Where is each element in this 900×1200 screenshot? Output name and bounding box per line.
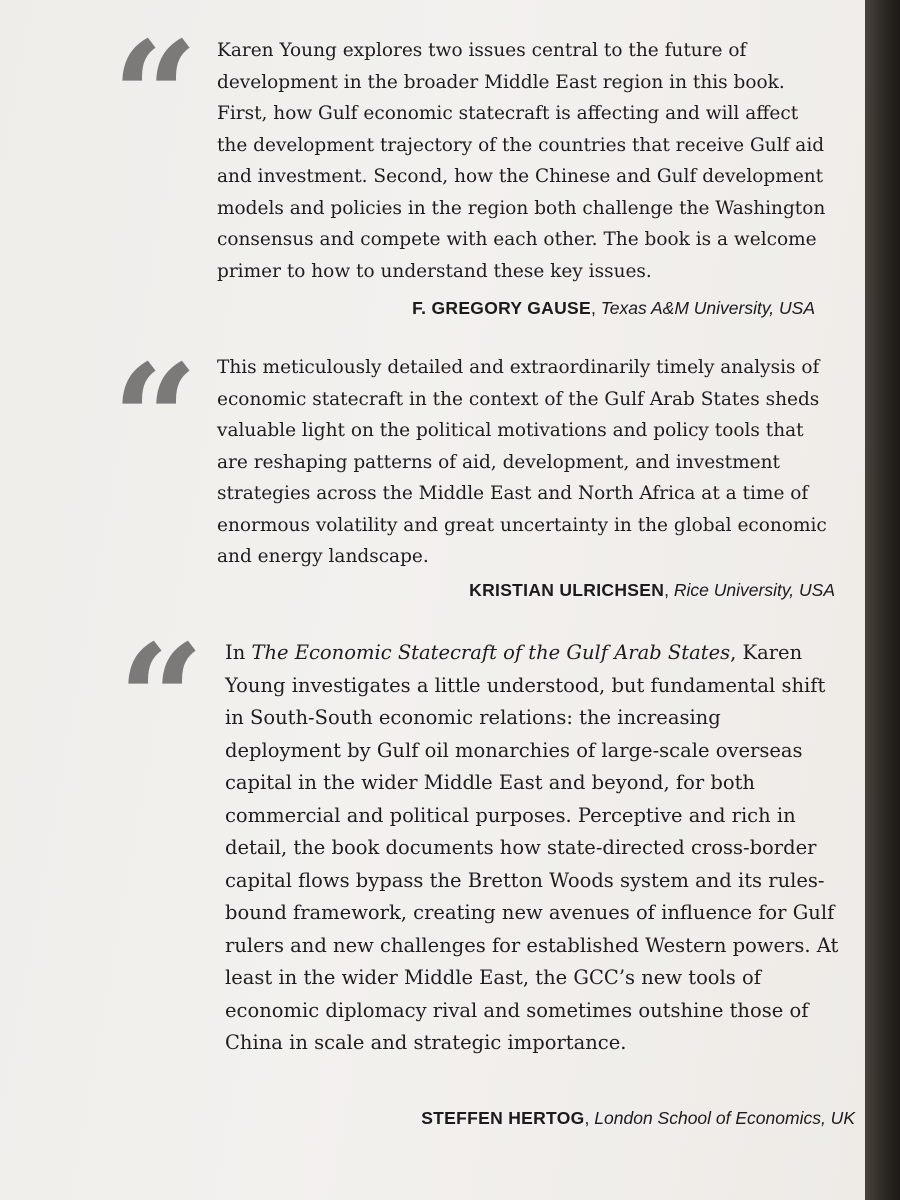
- reviewer-affiliation: London School of Economics, UK: [594, 1108, 855, 1128]
- testimonial-text: In The Economic Statecraft of the Gulf Arab States, Karen Young investigates a little understood, but fundamental shift in South-South economic relations: the increasing deployment by Gulf oil monarchies of large-scale overseas capital in the wider Middle East and beyond, for both commercial and political purposes. Perceptive and rich in detail, the book documents how state-directed cross-border capital flows bypass the Bretton Woods system and its rules-bound framework, creating new avenues of influence for Gulf rulers and new challenges for established Western powers. At least in the wider Middle East, the GCC’s new tools of economic diplomacy rival and sometimes outshine those of China in scale and strategic importance.: [225, 641, 839, 1054]
- quote-mark-icon: “: [112, 9, 199, 185]
- book-page-edge: [865, 0, 900, 1200]
- testimonial-attribution: STEFFEN HERTOG, London School of Economics, UK: [421, 1108, 855, 1128]
- reviewer-affiliation: Texas A&M University, USA: [600, 298, 815, 318]
- testimonial-attribution: F. GREGORY GAUSE, Texas A&M University, USA: [412, 298, 815, 318]
- reviewer-name: KRISTIAN ULRICHSEN: [469, 580, 665, 600]
- reviewer-affiliation: Rice University, USA: [673, 580, 835, 600]
- quote-mark-icon: “: [118, 612, 205, 788]
- book-title: The Economic Statecraft of the Gulf Arab States: [251, 641, 731, 664]
- testimonial-attribution: KRISTIAN ULRICHSEN, Rice University, USA: [469, 580, 835, 600]
- reviewer-name: F. GREGORY GAUSE: [412, 298, 591, 318]
- quote-mark-icon: “: [112, 332, 199, 508]
- testimonial-text: Karen Young explores two issues central to the future of development in the broader Middle East region in this book. First, how Gulf economic statecraft is affecting and will affect the development trajectory of the countries that receive Gulf aid and investment. Second, how the Chinese and Gulf development models and policies in the region both challenge the Washington consensus and compete with each other. The book is a welcome primer to how to understand these key issues.: [217, 40, 826, 282]
- reviewer-name: STEFFEN HERTOG: [421, 1108, 585, 1128]
- testimonial-text: This meticulously detailed and extraordinarily timely analysis of economic statecraft in the context of the Gulf Arab States sheds valuable light on the political motivations and policy tools that are reshaping patterns of aid, development, and investment strategies across the Middle East and North Africa at a time of enormous volatility and great uncertainty in the global economic and energy landscape.: [217, 357, 827, 567]
